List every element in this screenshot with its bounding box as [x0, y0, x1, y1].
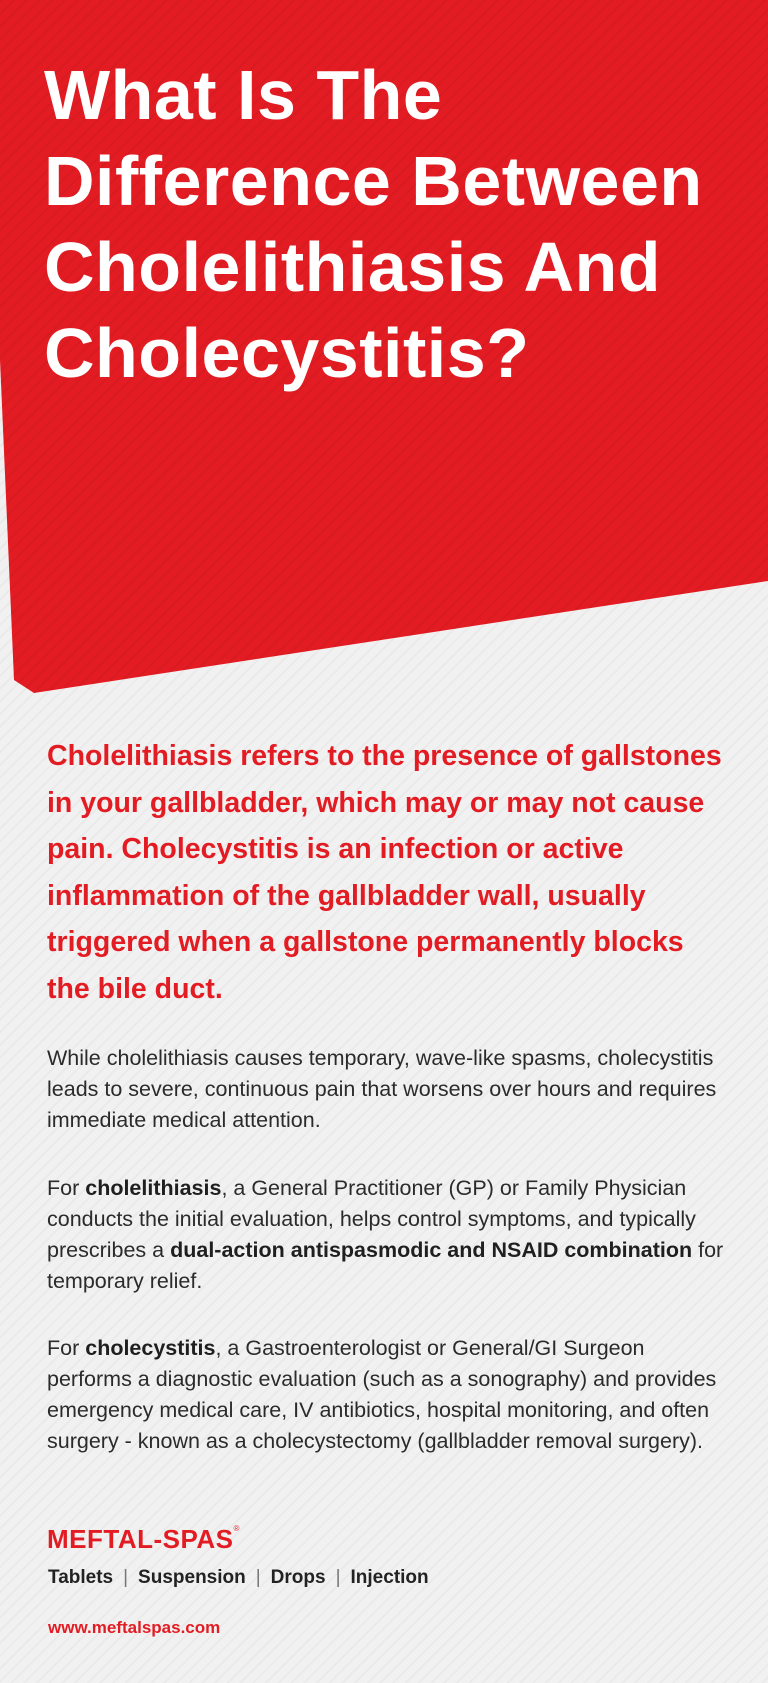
form-tablets: Tablets: [48, 1567, 114, 1588]
paragraph-pain-comparison: While cholelithiasis causes temporary, wave-like spasms, cholecystitis leads to severe, continuous pain that worsens over hours and requires immediate medical attention.: [47, 1046, 717, 1132]
bold-term: cholelithiasis: [85, 1176, 222, 1200]
website-link[interactable]: www.meftalspas.com: [48, 1618, 221, 1637]
brand-logo: MEFTAL-SPAS®: [47, 1524, 240, 1554]
paragraph-cholecystitis-care: For cholecystitis, a Gastroenterologist or General/GI Surgeon performs a diagnostic evaluation (such as a sonography) and provides emergency medical care, IV antibiotics, hospital monitoring, and often surgery - known as a cholecystectomy (gallbladder removal surgery).: [47, 1336, 717, 1453]
form-drops: Drops: [270, 1567, 326, 1588]
form-injection: Injection: [350, 1567, 429, 1588]
lead-paragraph: Cholelithiasis refers to the presence of gallstones in your gallbladder, which may or may not cause pain. Cholecystitis is an infection or active inflammation of the gallbladder wall, usually triggered when a gallstone permanently blocks the bile duct.: [47, 740, 722, 1005]
bold-treatment: dual-action antispasmodic and NSAID combination: [170, 1238, 693, 1262]
separator: |: [123, 1567, 129, 1588]
page-title: What Is The Difference Between Cholelithiasis And Cholecystitis?: [44, 56, 703, 392]
paragraph-cholelithiasis-care: For cholelithiasis, a General Practitioner (GP) or Family Physician conducts the initial evaluation, helps control symptoms, and typically prescribes a dual-action antispasmodic and NSAID combination for temporary relief.: [47, 1176, 724, 1293]
separator: |: [255, 1567, 261, 1588]
separator: |: [335, 1567, 341, 1588]
product-forms: [48, 1567, 429, 1589]
form-suspension: Suspension: [138, 1567, 246, 1588]
bold-term: cholecystitis: [85, 1336, 216, 1360]
